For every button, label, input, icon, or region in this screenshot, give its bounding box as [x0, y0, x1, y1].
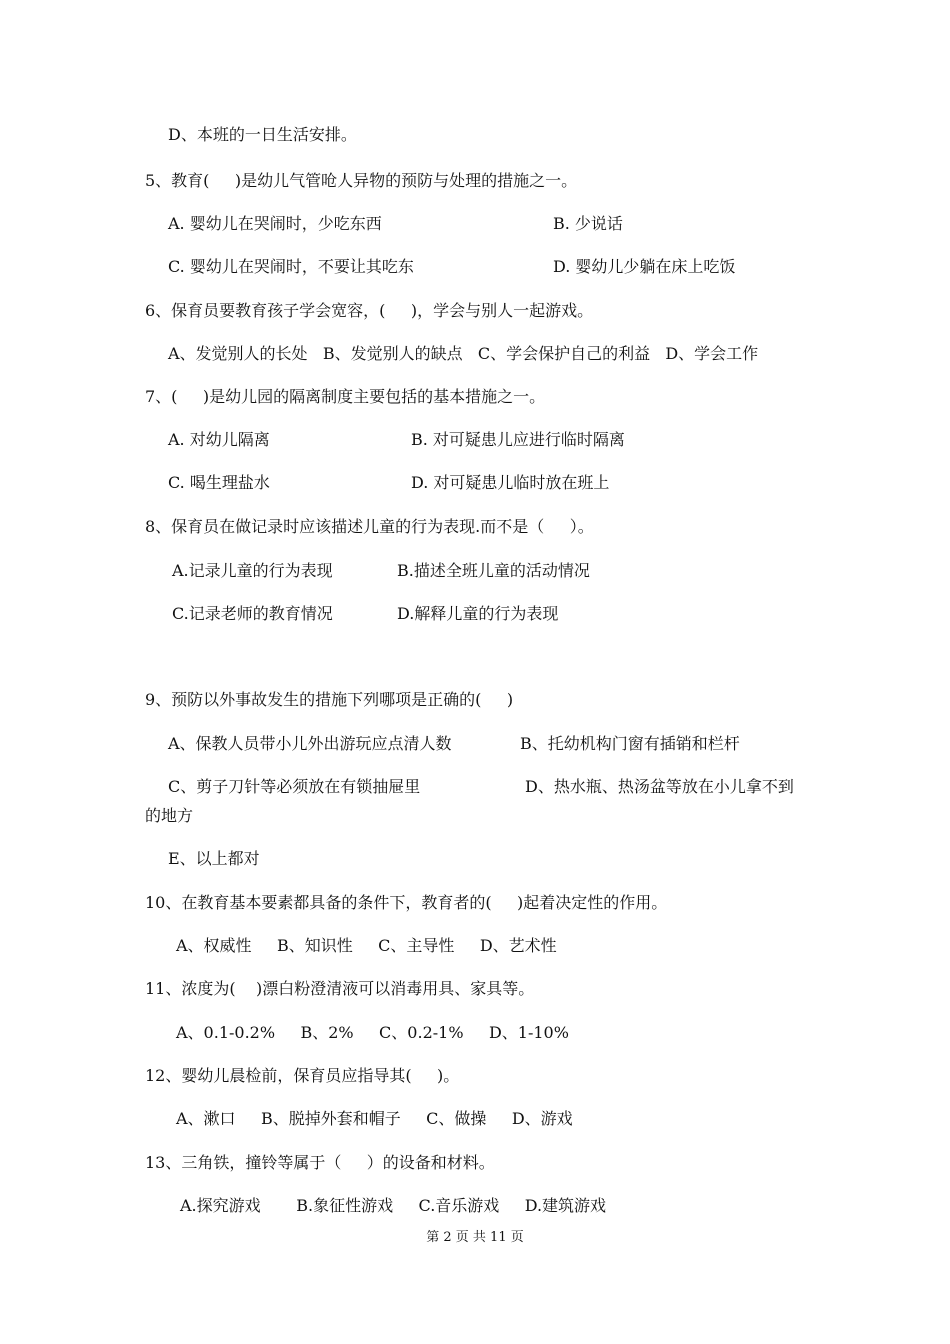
line: 12、婴幼儿晨检前，保育员应指导其( )。	[145, 1066, 460, 1085]
line: A、发觉别人的长处 B、发觉别人的缺点 C、学会保护自己的利益 D、学会工作	[168, 344, 759, 363]
line: 9、预防以外事故发生的措施下列哪项是正确的( )	[145, 690, 514, 709]
line: 7、( )是幼儿园的隔离制度主要包括的基本措施之一。	[145, 387, 546, 406]
line: A. 婴幼儿在哭闹时，少吃东西	[168, 214, 382, 233]
line: A.探究游戏 B.象征性游戏 C.音乐游戏 D.建筑游戏	[180, 1196, 607, 1215]
line: D. 对可疑患儿临时放在班上	[411, 473, 610, 492]
line: D、热水瓶、热汤盆等放在小儿拿不到	[525, 777, 794, 796]
line: E、以上都对	[168, 849, 260, 868]
line: C.记录老师的教育情况	[172, 604, 333, 623]
page-footer: 第 2 页 共 11 页	[426, 1230, 524, 1245]
line: B. 对可疑患儿应进行临时隔离	[411, 430, 625, 449]
line: 11、浓度为( )漂白粉澄清液可以消毒用具、家具等。	[145, 979, 535, 998]
line: A、0.1-0.2% B、2% C、0.2-1% D、1-10%	[176, 1023, 569, 1042]
line: C. 婴幼儿在哭闹时，不要让其吃东	[168, 257, 414, 276]
line: A、保教人员带小儿外出游玩应点清人数	[168, 734, 452, 753]
line: D. 婴幼儿少躺在床上吃饭	[553, 257, 736, 276]
line: 8、保育员在做记录时应该描述儿童的行为表现.而不是（ ）。	[145, 517, 594, 536]
line: C、剪子刀针等必须放在有锁抽屉里	[168, 777, 421, 796]
line: D.解释儿童的行为表现	[397, 604, 559, 623]
line: A、漱口 B、脱掉外套和帽子 C、做操 D、游戏	[176, 1109, 573, 1128]
line: C. 喝生理盐水	[168, 473, 270, 492]
line: A、权威性 B、知识性 C、主导性 D、艺术性	[176, 936, 557, 955]
line: D、本班的一日生活安排。	[168, 125, 357, 144]
line: B. 少说话	[553, 214, 623, 233]
line: 13、三角铁，撞铃等属于（ ）的设备和材料。	[145, 1153, 495, 1172]
line: 10、在教育基本要素都具备的条件下，教育者的( )起着决定性的作用。	[145, 893, 668, 912]
line: 5、教育( )是幼儿气管呛人异物的预防与处理的措施之一。	[145, 171, 578, 190]
line: 的地方	[145, 806, 194, 825]
line: B、托幼机构门窗有插销和栏杆	[520, 734, 740, 753]
line: A.记录儿童的行为表现	[172, 561, 333, 580]
line: A. 对幼儿隔离	[168, 430, 270, 449]
line: B.描述全班儿童的活动情况	[397, 561, 590, 580]
line: 6、保育员要教育孩子学会宽容，( )，学会与别人一起游戏。	[145, 301, 594, 320]
